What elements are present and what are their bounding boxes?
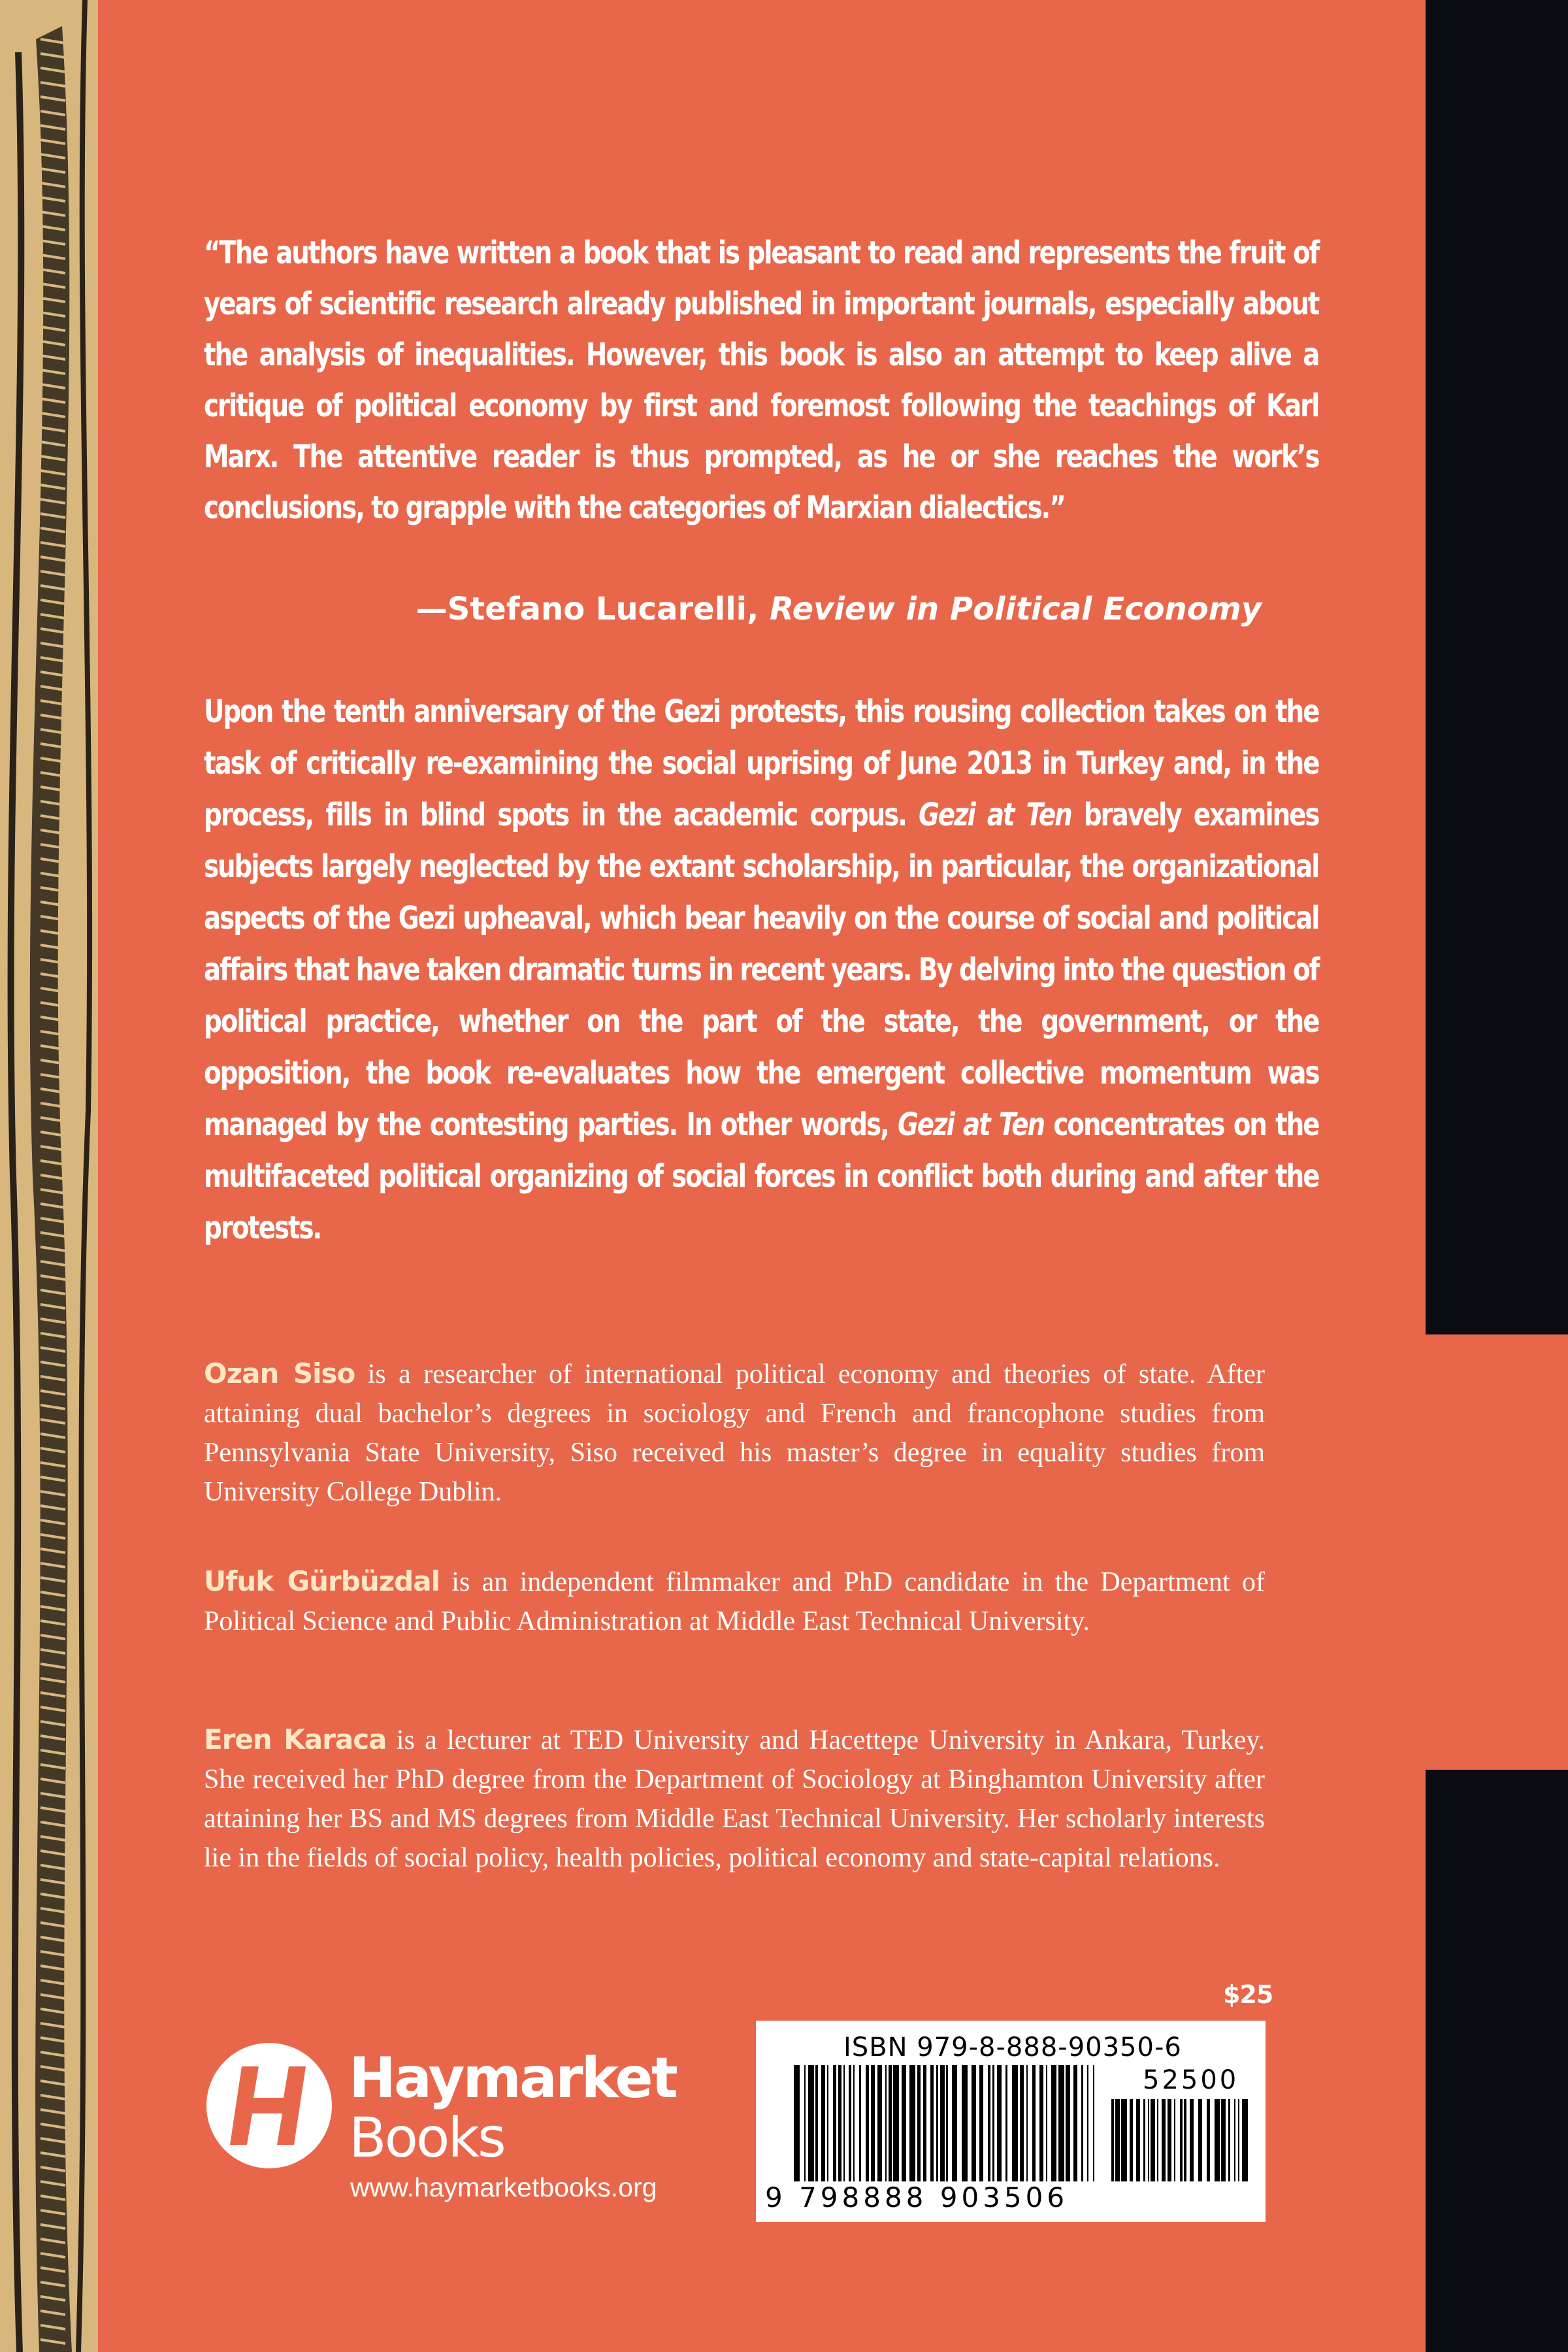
barcode-bar <box>979 2065 983 2181</box>
publisher-url: www.haymarketbooks.org <box>350 2172 657 2202</box>
barcode-bar <box>952 2065 957 2181</box>
barcode-bar <box>940 2065 945 2181</box>
author-bio-ufuk-gurbuzdal <box>204 1562 1265 1641</box>
barcode-bar <box>827 2065 828 2181</box>
barcode-bars-main <box>794 2065 1101 2181</box>
author-bio-eren-karaca <box>204 1720 1265 1878</box>
barcode-bar <box>1058 2065 1064 2181</box>
barcode-bar <box>972 2065 976 2181</box>
barcode-bar <box>1020 2065 1024 2181</box>
author-bio-text: is a lecturer at TED University and Hacettepe University in Ankara, Turkey. She received her PhD degree from the Department of Sociology at Binghamton University after attaining her BS and MS degrees from Middle East Technical University. Her scholarly interests lie in the fields of social policy, health policies, political economy and state-capital relations. <box>204 1725 1266 1873</box>
barcode-bar <box>859 2065 861 2181</box>
barcode-bar <box>946 2065 948 2181</box>
author-bio-ozan-siso <box>204 1354 1265 1512</box>
barcode-bar <box>1115 2099 1120 2181</box>
barcode-bar <box>1039 2065 1043 2181</box>
barcode-bar <box>988 2065 990 2181</box>
barcode-bar <box>843 2065 845 2181</box>
quote-text: “The authors have written a book that is pleasant to read and represents the fruit of years of scientific research already published in important journals, especially about the analysis of inequalities. However, this book is also an attempt to keep alive a critique of political economy by first and foremost following the teachings of Karl Marx. The attentive reader is thus prompted, as he or she reaches the work’s conclusions, to grapple with the categories of Marxian dialectics.” <box>204 235 1319 526</box>
barcode-bar <box>1130 2099 1133 2181</box>
barcode-bar <box>1162 2099 1166 2181</box>
barcode-bar <box>936 2065 938 2181</box>
barcode-bar <box>866 2065 869 2181</box>
barcode-bar <box>1190 2099 1194 2181</box>
barcode-bar <box>1032 2065 1036 2181</box>
isbn-label: ISBN 979-8-888-90350-6 <box>843 2032 1182 2062</box>
book-description <box>204 686 1318 1254</box>
price-label: $25 <box>1223 1980 1273 2009</box>
right-edge-band-top <box>1426 0 1568 1334</box>
author-name: Ozan Siso <box>204 1357 355 1389</box>
barcode-bar <box>1221 2099 1226 2181</box>
barcode-bar <box>871 2065 875 2181</box>
quote-attribution <box>204 584 1262 635</box>
barcode-bar <box>1180 2099 1183 2181</box>
barcode-bar <box>1121 2099 1127 2181</box>
barcode-bar <box>1242 2099 1248 2181</box>
barcode-bar <box>893 2065 899 2181</box>
barcode-bar <box>1207 2099 1210 2181</box>
attribution-name: —Stefano Lucarelli, <box>416 591 770 627</box>
barcode-bar <box>909 2065 915 2181</box>
isbn-barcode <box>756 2021 1266 2222</box>
barcode-bar <box>1111 2099 1114 2181</box>
barcode-bar <box>804 2065 806 2181</box>
barcode-bar <box>1234 2099 1235 2181</box>
barcode-bar <box>1012 2065 1018 2181</box>
barcode-bar <box>1238 2099 1239 2181</box>
author-name: Eren Karaca <box>204 1723 387 1755</box>
barcode-digits: 9 798888 903506 <box>765 2181 1069 2213</box>
description-part-3: concentrates on the multifaceted political organizing of social forces in conflict both during and after the protests. <box>204 1106 1319 1246</box>
barcode-bar <box>1026 2065 1028 2181</box>
barcode-bars-addon <box>1111 2099 1255 2181</box>
attribution-source: Review in Political Economy <box>770 591 1262 627</box>
price-code: 52500 <box>1143 2065 1239 2095</box>
author-bio-text: is a researcher of international political economy and theories of state. After attaining dual bachelor’s degrees in sociology and French and francophone studies from Pennsylvania State University, Siso received his master’s degree in equality studies from University College Dublin. <box>204 1359 1265 1507</box>
barcode-bar <box>1198 2099 1202 2181</box>
barcode-bar <box>902 2065 906 2181</box>
barcode-bar <box>1228 2099 1230 2181</box>
barcode-bar <box>885 2065 887 2181</box>
book-title-italic: Gezi at Ten <box>897 1106 1045 1143</box>
description-part-2: bravely examines subjects largely neglected by the extant scholarship, in particular, the organizational aspects of the Gezi upheaval, which bear heavily on the course of social and political affairs that have taken dramatic turns in recent years. By delving into the question of political practice, whether on the part of the state, the government, or the opposition, the book re-evaluates how the emergent collective momentum was managed by the contesting parties. In other words, <box>204 797 1319 1143</box>
barcode-bar <box>917 2065 921 2181</box>
barcode-bar <box>821 2065 825 2181</box>
right-edge-band-bottom <box>1426 1770 1568 2352</box>
barcode-bar <box>833 2065 836 2181</box>
barcode-bar <box>849 2065 851 2181</box>
book-title-italic: Gezi at Ten <box>918 797 1071 833</box>
barcode-bar <box>1005 2065 1007 2181</box>
barcode-bar <box>923 2065 926 2181</box>
haymarket-h-icon <box>204 2040 335 2171</box>
barcode-bar <box>1051 2065 1056 2181</box>
publisher-name-line2: Books <box>349 2106 504 2170</box>
decorative-illustration-strip <box>0 0 98 2352</box>
barcode-bar <box>1136 2099 1140 2181</box>
barcode-bar <box>877 2065 882 2181</box>
barcode-bar <box>853 2065 855 2181</box>
barcode-bar <box>1143 2099 1145 2181</box>
publisher-name-line1: Haymarket <box>349 2046 676 2111</box>
barcode-bar <box>992 2065 994 2181</box>
barcode-bar <box>808 2065 814 2181</box>
barcode-bar <box>1168 2099 1171 2181</box>
etched-tree-trunk-illustration <box>0 0 98 2352</box>
description-part-1: Upon the tenth anniversary of the Gezi protests, this rousing collection takes on the task of critically re-examining the social uprising of June 2013 in Turkey and, in the process, fills in blind spots in the academic corpus. <box>204 693 1319 833</box>
barcode-bar <box>838 2065 841 2181</box>
barcode-bar <box>889 2065 892 2181</box>
barcode-bar <box>1148 2099 1149 2181</box>
barcode-bar <box>794 2065 800 2181</box>
barcode-bar <box>1073 2065 1077 2181</box>
barcode-bar <box>1151 2099 1155 2181</box>
endorsement-quote <box>204 227 1318 533</box>
barcode-bar <box>1066 2065 1070 2181</box>
barcode-bar <box>930 2065 934 2181</box>
publisher-logo <box>204 2032 727 2228</box>
barcode-bar <box>997 2065 1002 2181</box>
barcode-bar <box>1093 2065 1094 2181</box>
barcode-bar <box>1081 2065 1083 2181</box>
barcode-bar <box>1087 2065 1088 2181</box>
author-name: Ufuk Gürbüzdal <box>204 1565 440 1597</box>
barcode-bar <box>1184 2099 1186 2181</box>
barcode-bar <box>1215 2099 1220 2181</box>
barcode-bar <box>1157 2099 1158 2181</box>
barcode-bar <box>815 2065 818 2181</box>
author-bio-text: is an independent filmmaker and PhD candidate in the Department of Political Science and Public Administration at Middle East Technical University. <box>204 1567 1265 1636</box>
barcode-bar <box>1174 2099 1175 2181</box>
barcode-bar <box>962 2065 968 2181</box>
barcode-bar <box>1046 2065 1047 2181</box>
